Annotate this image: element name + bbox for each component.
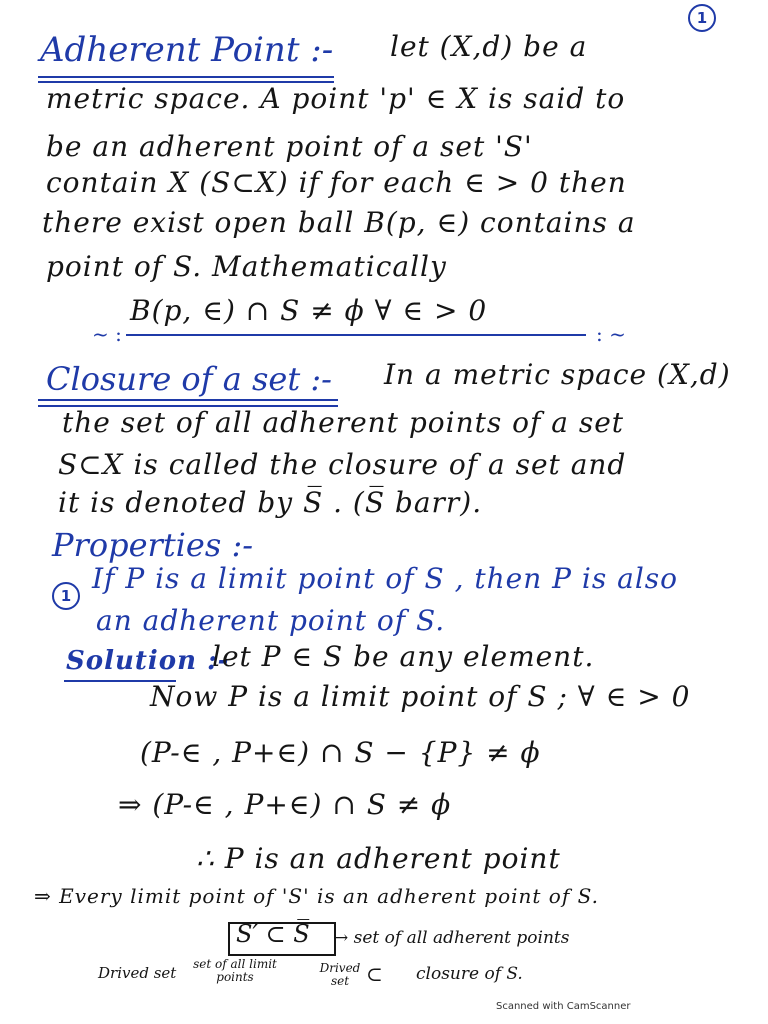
solution-line: ⇒ (P-∈ , P+∈) ∩ S ≠ ϕ [118, 788, 452, 821]
closure-line: the set of all adherent points of a set [62, 406, 625, 439]
adherent-line: contain X (S⊂X) if for each ∈ > 0 then [46, 166, 627, 199]
solution-line: let P ∈ S be any element. [212, 640, 595, 673]
solution-line: ⇒ Every limit point of 'S' is an adherent point of S. [34, 884, 599, 908]
properties-heading: Properties :- [52, 526, 254, 564]
adherent-line: point of S. Mathematically [46, 250, 447, 283]
closure-line: S⊂X is called the closure of a set and [58, 448, 627, 481]
adherent-line: there exist open ball B(p, ∈) contains a [42, 206, 636, 239]
heading-underline [38, 399, 338, 401]
subset-symbol: ⊂ [366, 962, 383, 986]
closure-of-label: closure of S. [416, 964, 523, 984]
adherent-heading: Adherent Point :- [40, 30, 334, 70]
solution-line: Now P is a limit point of S ; ∀ ∈ > 0 [150, 680, 691, 713]
heading-underline [38, 76, 334, 78]
scanner-footer: Scanned with CamScanner [496, 1001, 631, 1012]
property-line: If P is a limit point of S , then P is also [92, 562, 679, 595]
adherent-line: metric space. A point 'p' ∈ X is said to [46, 82, 626, 115]
property-line: an adherent point of S. [96, 604, 446, 637]
closure-line: In a metric space (X,d) [384, 358, 731, 391]
closure-line: it is denoted by S̅ . (S̅ barr). [58, 486, 483, 519]
adherent-line: let (X,d) be a [390, 30, 588, 63]
closure-heading: Closure of a set :- [46, 360, 332, 398]
solution-label: Solution :- [66, 646, 230, 676]
section-divider [92, 322, 638, 348]
derived-set-short: Drived set [319, 961, 361, 988]
box-note: → set of all adherent points [334, 928, 570, 948]
adherent-line: be an adherent point of a set 'S' [46, 130, 533, 163]
solution-line: (P-∈ , P+∈) ∩ S − {P} ≠ ϕ [140, 736, 541, 769]
page-number-badge: 1 [688, 4, 716, 32]
divider-left-mark: ~ : [92, 322, 122, 346]
divider-right-mark: : ~ [596, 322, 626, 346]
derived-set-label: Drived set [98, 964, 177, 982]
boxed-relation: S′ ⊂ S̅ [236, 920, 310, 948]
property-number-badge: 1 [52, 582, 80, 610]
limit-points-note: set of all limit points [193, 957, 277, 984]
solution-line: ∴ P is an adherent point [196, 842, 561, 875]
adherent-formula: B(p, ∈) ∩ S ≠ ϕ ∀ ∈ > 0 [130, 294, 488, 327]
divider-line [126, 334, 586, 336]
